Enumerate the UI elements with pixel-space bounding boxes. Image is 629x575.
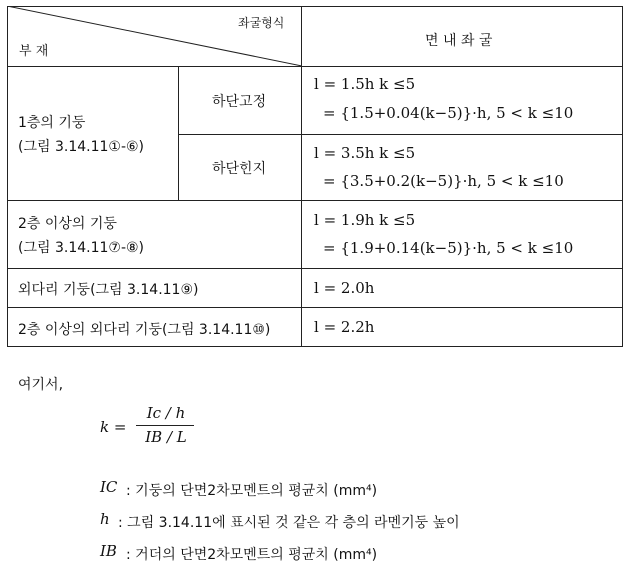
row1-sub2-label: 하단힌지 [212,161,267,177]
k-fraction-bar [136,425,194,426]
notes-intro: 여기서, [18,377,64,393]
row2-label-line1: 2층 이상의 기둥 [18,216,117,232]
k-equation-numerator: Ic / h [146,404,186,422]
row1-label-line1: 1층의 기둥 [18,115,86,131]
row3-formula: l = 2.0h [314,279,375,297]
row1-sub1-formula1: l = 1.5h k ≤5 [314,75,416,93]
row3-label: 외다리 기둥(그림 3.14.11⑨) [18,282,199,298]
row4-label: 2층 이상의 외다리 기둥(그림 3.14.11⑩) [18,322,271,338]
header-member-label: 부 재 [19,44,49,59]
row2-formula1: l = 1.9h k ≤5 [314,211,416,229]
row1-label-line2: (그림 3.14.11①-⑥) [18,139,145,155]
k-equation-denominator: IB / L [145,428,187,446]
header-inplane-buckling: 면 내 좌 굴 [425,33,493,49]
row1-sub2-formula2: = {3.5+0.2(k−5)}·h, 5 < k ≤10 [323,172,564,190]
def-ic-text: : 기둥의 단면2차모멘트의 평균치 (mm⁴) [126,483,378,499]
row1-sub1-formula2: = {1.5+0.04(k−5)}·h, 5 < k ≤10 [323,104,574,122]
def-ic-symbol: IC [100,478,118,496]
row1-sub1-label: 하단고정 [212,94,267,110]
row2-formula2: = {1.9+0.14(k−5)}·h, 5 < k ≤10 [323,239,574,257]
row4-formula: l = 2.2h [314,318,375,336]
row1-sub2-formula1: l = 3.5h k ≤5 [314,144,416,162]
header-type-label: 좌굴형식 [238,16,285,30]
row2-label-line2: (그림 3.14.11⑦-⑧) [18,240,145,256]
def-h-symbol: h [100,510,110,528]
k-equation-lhs: k = [100,418,127,436]
def-ib-text: : 거더의 단면2차모멘트의 평균치 (mm⁴) [126,547,378,563]
def-h-text: : 그림 3.14.11에 표시된 것 같은 각 층의 라멘기둥 높이 [118,515,460,531]
def-ib-symbol: IB [100,542,117,560]
